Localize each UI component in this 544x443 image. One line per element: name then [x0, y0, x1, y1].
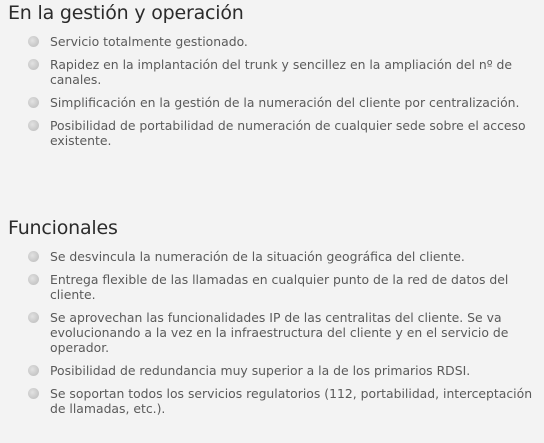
- bullet-list: [0, 34, 544, 148]
- bullet-icon: [28, 59, 39, 70]
- bullet-icon: [28, 251, 39, 262]
- section-funcionales: [0, 215, 544, 424]
- list-item: [0, 57, 544, 87]
- bullet-icon: [28, 274, 39, 285]
- list-item: [0, 310, 544, 355]
- bullet-list: [0, 249, 544, 416]
- list-item: [0, 34, 544, 49]
- section-heading: En la gestión y operación: [8, 2, 244, 24]
- list-item-text: Se soportan todos los servicios regulatorios (112, portabilidad, interceptación de llamadas, etc.).: [50, 386, 533, 416]
- list-item-text: Se aprovechan las funcionalidades IP de las centralitas del cliente. Se va evolucionando a la vez en la infraestructura del cliente y en el servicio de operador.: [50, 310, 509, 355]
- list-item: [0, 386, 544, 416]
- bullet-icon: [28, 388, 39, 399]
- list-item-text: Posibilidad de redundancia muy superior a la de los primarios RDSI.: [50, 363, 471, 378]
- bullet-icon: [28, 312, 39, 323]
- list-item-text: Servicio totalmente gestionado.: [50, 34, 248, 49]
- list-item: [0, 272, 544, 302]
- section-gestion-operacion: [0, 0, 544, 156]
- list-item: [0, 249, 544, 264]
- list-item: [0, 118, 544, 148]
- list-item-text: Simplificación en la gestión de la numeración del cliente por centralización.: [50, 95, 520, 110]
- bullet-icon: [28, 120, 39, 131]
- list-item: [0, 363, 544, 378]
- list-item-text: Rapidez en la implantación del trunk y sencillez en la ampliación del nº de canales.: [50, 57, 512, 87]
- section-heading: Funcionales: [8, 217, 118, 239]
- list-item: [0, 95, 544, 110]
- bullet-icon: [28, 97, 39, 108]
- list-item-text: Posibilidad de portabilidad de numeración de cualquier sede sobre el acceso existente.: [50, 118, 526, 148]
- list-item-text: Entrega flexible de las llamadas en cualquier punto de la red de datos del cliente.: [50, 272, 509, 302]
- list-item-text: Se desvincula la numeración de la situación geográfica del cliente.: [50, 249, 465, 264]
- bullet-icon: [28, 365, 39, 376]
- bullet-icon: [28, 36, 39, 47]
